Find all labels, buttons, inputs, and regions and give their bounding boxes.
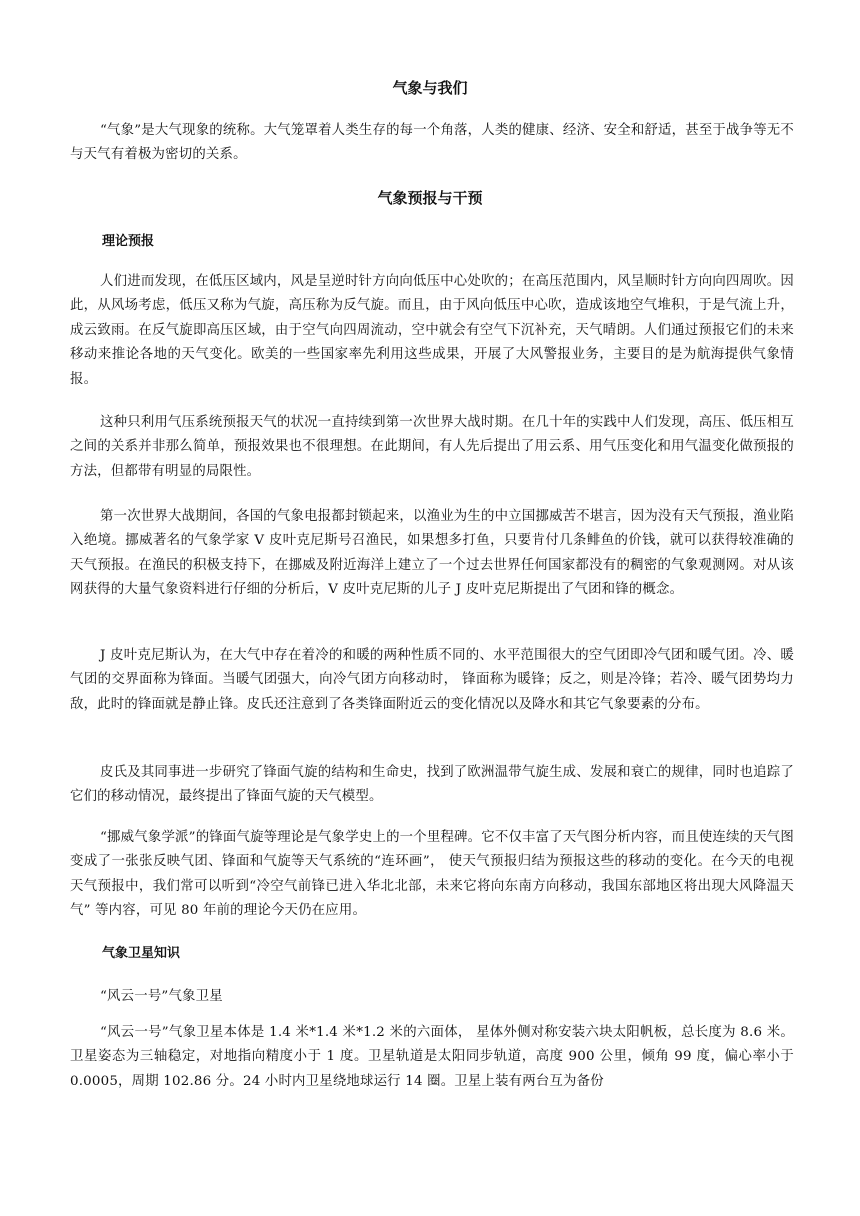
section-title: 气象预报与干预 (377, 189, 483, 207)
paragraph-2: 这种只利用气压系统预报天气的状况一直持续到第一次世界大战时期。在几十年的实践中人们发现，高压、低压相互之间的关系并非那么简单，预报效果也不很理想。在此期间，有人先后提出了用云系、用气压变化和用气温变化做预报的方法，但都带有明显的局限性。 (70, 415, 794, 479)
subsection-heading-theory: 理论预报 (102, 234, 155, 249)
paragraph-6: “挪威气象学派”的锋面气旋等理论是气象学史上的一个里程碑。它不仅丰富了天气图分析内容，而且使连续的天气图变成了一张张反映气团、锋面和气旋等天气系统的“连环画”， 使天气预报归结为预报这些的移动的变化。在今天的电视天气预报中，我们常可以听到“冷空气前锋已进入华北北部，未来它将向东南方向移动，我国东部地区将出现大风降温天气” 等内容，可见 80 年前的理论今天仍在应用。 (70, 830, 794, 919)
paragraph-1: 人们进而发现，在低压区域内，风是呈逆时针方向向低压中心处吹的；在高压范围内，风呈顺时针方向向四周吹。因此，从风场考虑，低压又称为气旋，高压称为反气旋。而且，由于风向低压中心吹，造成该地空气堆积，于是气流上升，成云致雨。在反气旋即高压区域，由于空气向四周流动，空中就会有空气下沉补充，天气晴朗。人们通过预报它们的未来移动来推论各地的天气变化。欧美的一些国家率先利用这些成果，开展了大风警报业务，主要目的是为航海提供气象情报。 (70, 274, 794, 387)
paragraph-5: 皮氏及其同事进一步研究了锋面气旋的结构和生命史，找到了欧洲温带气旋生成、发展和衰亡的规律，同时也追踪了它们的移动情况，最终提出了锋面气旋的天气模型。 (70, 765, 794, 805)
intro-paragraph: “气象”是大气现象的统称。大气笼罩着人类生存的每一个角落，人类的健康、经济、安全和舒适，甚至于战争等无不与天气有着极为密切的关系。 (70, 123, 794, 163)
paragraph-3: 第一次世界大战期间，各国的气象电报都封锁起来，以渔业为生的中立国挪威苦不堪言，因为没有天气预报，渔业陷入绝境。挪威著名的气象学家 V 皮叶克尼斯号召渔民，如果想多打鱼，只要肯付几条鲱鱼的价钱，就可以获得较准确的天气预报。在渔民的积极支持下，在挪威及附近海洋上建立了一个过去世界任何国家都没有的稠密的气象观测网。对从该网获得的大量气象资料进行仔细的分析后，V 皮叶克尼斯的儿子 J 皮叶克尼斯提出了气团和锋的概念。 (70, 509, 794, 598)
document-title: 气象与我们 (392, 79, 468, 97)
satellite-name: “风云一号”气象卫星 (100, 989, 223, 1004)
paragraph-4: J 皮叶克尼斯认为，在大气中存在着冷的和暖的两种性质不同的、水平范围很大的空气团即冷气团和暖气团。冷、暖气团的交界面称为锋面。当暖气团强大，向冷气团方向移动时， 锋面称为暖锋；反之，则是冷锋；若冷、暖气团势均力敌，此时的锋面就是静止锋。皮氏还注意到了各类锋面附近云的变化情况以及降水和其它气象要素的分布。 (70, 648, 794, 712)
subsection-heading-satellite: 气象卫星知识 (102, 946, 181, 961)
paragraph-7: “风云一号”气象卫星本体是 1.4 米*1.4 米*1.2 米的六面体， 星体外侧对称安装六块太阳帆板，总长度为 8.6 米。卫星姿态为三轴稳定，对地指向精度小于 1 度。卫星轨道是太阳同步轨道，高度 900 公里，倾角 99 度，偏心率小于 0.0005，周期 102.86 分。24 小时内卫星绕地球运行 14 圈。卫星上装有两台互为备份 (70, 1025, 794, 1089)
